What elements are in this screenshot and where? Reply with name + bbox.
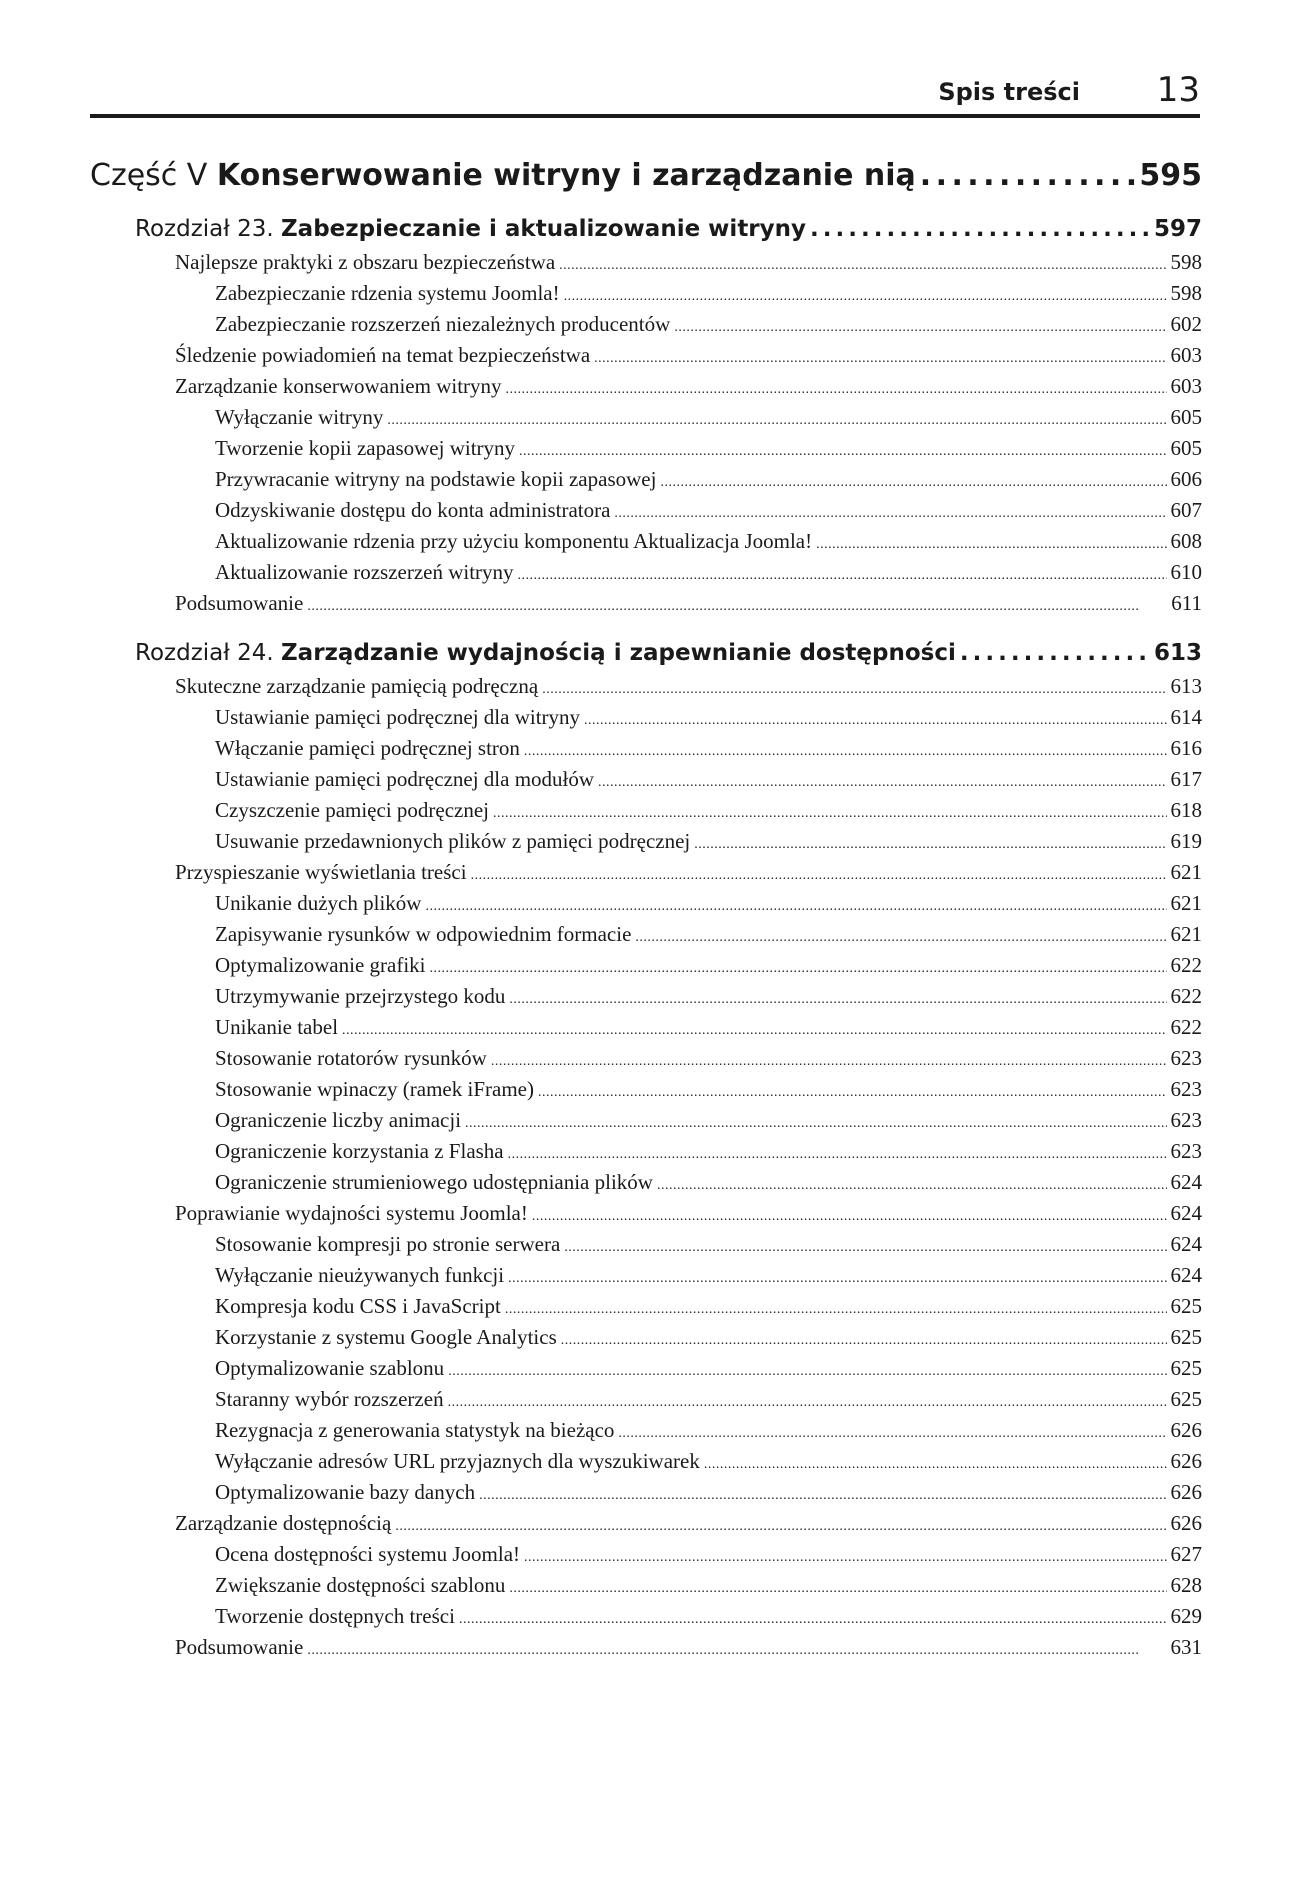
subsection-entry[interactable] (90, 467, 1202, 498)
entry-title: Unikanie dużych plików (215, 891, 422, 915)
dot-leader (660, 467, 1166, 492)
entry-page: 628 (1170, 1573, 1202, 1597)
part-page: 595 (1139, 158, 1202, 193)
subsection-entry[interactable] (90, 1046, 1202, 1077)
entry-title: Usuwanie przedawnionych plików z pamięci podręcznej (215, 829, 691, 853)
entry-title: Unikanie tabel (215, 1015, 339, 1039)
entry-title: Stosowanie kompresji po stronie serwera (215, 1232, 561, 1256)
entry-page: 624 (1170, 1170, 1202, 1194)
entry-title: Tworzenie dostępnych treści (215, 1604, 455, 1628)
subsection-entry[interactable] (90, 953, 1202, 984)
table-of-contents (90, 158, 1202, 1666)
chapter-heading[interactable] (90, 216, 1202, 250)
entry-page: 613 (1170, 674, 1202, 698)
section-entry[interactable] (90, 674, 1202, 705)
subsection-entry[interactable] (90, 498, 1202, 529)
subsection-entry[interactable] (90, 529, 1202, 560)
entry-title: Podsumowanie (175, 591, 304, 615)
entry-title: Zwiększanie dostępności szablonu (215, 1573, 506, 1597)
entry-title: Ograniczenie korzystania z Flasha (215, 1139, 504, 1163)
chapter-title: Zabezpieczanie i aktualizowanie witryny (281, 216, 807, 242)
entry-page: 603 (1170, 343, 1202, 367)
entry-title: Stosowanie rotatorów rysunków (215, 1046, 487, 1070)
entry-page: 626 (1170, 1418, 1202, 1442)
entry-page: 602 (1170, 312, 1202, 336)
subsection-entry[interactable] (90, 436, 1202, 467)
subsection-entry[interactable] (90, 1139, 1202, 1170)
entry-title: Tworzenie kopii zapasowej witryny (215, 436, 516, 460)
subsection-entry[interactable] (90, 560, 1202, 591)
entry-title: Poprawianie wydajności systemu Joomla! (175, 1201, 528, 1225)
dot-leader (448, 1356, 1166, 1381)
dot-leader (816, 529, 1166, 554)
dot-leader (532, 1201, 1167, 1226)
entry-title: Włączanie pamięci podręcznej stron (215, 736, 520, 760)
section-entry[interactable] (90, 343, 1202, 374)
entry-page: 598 (1170, 281, 1202, 305)
entry-title: Optymalizowanie bazy danych (215, 1480, 476, 1504)
chapter-title: Zarządzanie wydajnością i zapewnianie dostępności (281, 640, 956, 666)
entry-page: 625 (1170, 1387, 1202, 1411)
section-entry[interactable] (90, 860, 1202, 891)
entry-title: Kompresja kodu CSS i JavaScript (215, 1294, 501, 1318)
subsection-entry[interactable] (90, 312, 1202, 343)
entry-title: Podsumowanie (175, 1635, 304, 1659)
dot-leader (493, 798, 1166, 823)
dot-leader (518, 560, 1167, 585)
entry-page: 622 (1170, 1015, 1202, 1039)
entry-title: Najlepsze praktyki z obszaru bezpieczeństwa (175, 250, 556, 274)
dot-leader (395, 1511, 1166, 1536)
dot-leader (920, 158, 1136, 193)
entry-title: Stosowanie wpinaczy (ramek iFrame) (215, 1077, 534, 1101)
entry-page: 625 (1170, 1294, 1202, 1318)
section-entry[interactable] (90, 374, 1202, 405)
entry-title: Zabezpieczanie rdzenia systemu Joomla! (215, 281, 560, 305)
entry-page: 631 (1170, 1635, 1202, 1659)
dot-leader (430, 953, 1167, 978)
subsection-entry[interactable] (90, 1387, 1202, 1418)
entry-title: Optymalizowanie szablonu (215, 1356, 445, 1380)
subsection-entry[interactable] (90, 922, 1202, 953)
dot-leader (387, 405, 1166, 430)
entry-page: 624 (1170, 1263, 1202, 1287)
dot-leader (524, 1542, 1166, 1567)
entry-title: Zarządzanie dostępnością (175, 1511, 392, 1535)
entry-title: Ustawianie pamięci podręcznej dla witryny (215, 705, 581, 729)
dot-leader (448, 1387, 1167, 1412)
dot-leader (307, 591, 1167, 616)
entry-page: 629 (1170, 1604, 1202, 1628)
entry-title: Aktualizowanie rozszerzeń witryny (215, 560, 514, 584)
part-title: Konserwowanie witryny i zarządzanie nią (216, 158, 916, 193)
subsection-entry[interactable] (90, 1015, 1202, 1046)
entry-title: Śledzenie powiadomień na temat bezpieczeństwa (175, 343, 591, 367)
subsection-entry[interactable] (90, 984, 1202, 1015)
entry-page: 619 (1170, 829, 1202, 853)
dot-leader (559, 250, 1166, 275)
part-heading[interactable] (90, 158, 1202, 202)
subsection-entry[interactable] (90, 705, 1202, 736)
subsection-entry[interactable] (90, 736, 1202, 767)
entry-page: 625 (1170, 1325, 1202, 1349)
subsection-entry[interactable] (90, 1418, 1202, 1449)
entry-title: Wyłączanie nieużywanych funkcji (215, 1263, 505, 1287)
dot-leader (509, 1573, 1166, 1598)
chapter-heading[interactable] (90, 640, 1202, 674)
entry-page: 614 (1170, 705, 1202, 729)
entry-title: Zarządzanie konserwowaniem witryny (175, 374, 502, 398)
dot-leader (564, 281, 1167, 306)
entry-title: Optymalizowanie grafiki (215, 953, 426, 977)
subsection-entry[interactable] (90, 1294, 1202, 1325)
dot-leader (508, 1139, 1167, 1164)
dot-leader (704, 1449, 1167, 1474)
entry-page: 598 (1170, 250, 1202, 274)
subsection-entry[interactable] (90, 1449, 1202, 1480)
dot-leader (694, 829, 1166, 854)
entry-page: 624 (1170, 1201, 1202, 1225)
entry-page: 627 (1170, 1542, 1202, 1566)
entry-page: 622 (1170, 984, 1202, 1008)
dot-leader (342, 1015, 1166, 1040)
dot-leader (491, 1046, 1167, 1071)
subsection-entry[interactable] (90, 798, 1202, 829)
entry-page: 626 (1170, 1449, 1202, 1473)
entry-page: 623 (1170, 1077, 1202, 1101)
entry-page: 625 (1170, 1356, 1202, 1380)
dot-leader (618, 1418, 1166, 1443)
entry-page: 621 (1170, 860, 1202, 884)
entry-page: 623 (1170, 1108, 1202, 1132)
entry-title: Wyłączanie witryny (215, 405, 384, 429)
dot-leader (524, 736, 1167, 761)
subsection-entry[interactable] (90, 1108, 1202, 1139)
subsection-entry[interactable] (90, 829, 1202, 860)
entry-page: 621 (1170, 891, 1202, 915)
dot-leader (508, 1263, 1166, 1288)
dot-leader (505, 1294, 1167, 1319)
entry-title: Ograniczenie strumieniowego udostępniania plików (215, 1170, 653, 1194)
dot-leader (519, 436, 1166, 461)
section-entry[interactable] (90, 1511, 1202, 1542)
entry-page: 616 (1170, 736, 1202, 760)
dot-leader (657, 1170, 1167, 1195)
dot-leader (614, 498, 1166, 523)
entry-title: Utrzymywanie przejrzystego kodu (215, 984, 506, 1008)
entry-page: 626 (1170, 1480, 1202, 1504)
dot-leader (598, 767, 1166, 792)
dot-leader (810, 216, 1150, 242)
subsection-entry[interactable] (90, 1604, 1202, 1635)
entry-title: Ustawianie pamięci podręcznej dla modułów (215, 767, 595, 791)
entry-page: 623 (1170, 1139, 1202, 1163)
dot-leader (471, 860, 1167, 885)
entry-title: Aktualizowanie rdzenia przy użyciu komponentu Aktualizacja Joomla! (215, 529, 813, 553)
entry-page: 623 (1170, 1046, 1202, 1070)
subsection-entry[interactable] (90, 891, 1202, 922)
chapter-prefix: Rozdział 24. (135, 640, 274, 666)
entry-page: 624 (1170, 1232, 1202, 1256)
dot-leader (561, 1325, 1167, 1350)
entry-page: 626 (1170, 1511, 1202, 1535)
entry-title: Czyszczenie pamięci podręcznej (215, 798, 490, 822)
dot-leader (674, 312, 1166, 337)
entry-page: 607 (1170, 498, 1202, 522)
entry-page: 622 (1170, 953, 1202, 977)
entry-page: 608 (1170, 529, 1202, 553)
header-page-number: 13 (1156, 70, 1200, 110)
entry-title: Zapisywanie rysunków w odpowiednim formacie (215, 922, 632, 946)
entry-page: 605 (1170, 405, 1202, 429)
subsection-entry[interactable] (90, 1232, 1202, 1263)
subsection-entry[interactable] (90, 1170, 1202, 1201)
subsection-entry[interactable] (90, 1356, 1202, 1387)
chapter-page: 613 (1153, 640, 1202, 666)
subsection-entry[interactable] (90, 281, 1202, 312)
entry-page: 606 (1170, 467, 1202, 491)
entry-page: 621 (1170, 922, 1202, 946)
entry-page: 610 (1170, 560, 1202, 584)
entry-page: 605 (1170, 436, 1202, 460)
dot-leader (542, 674, 1166, 699)
subsection-entry[interactable] (90, 1263, 1202, 1294)
entry-page: 618 (1170, 798, 1202, 822)
part-prefix: Część V (90, 158, 208, 193)
subsection-entry[interactable] (90, 1542, 1202, 1573)
entry-title: Skuteczne zarządzanie pamięcią podręczną (175, 674, 539, 698)
header-title: Spis treści (938, 78, 1080, 106)
running-header (90, 70, 1200, 118)
dot-leader (459, 1604, 1167, 1629)
dot-leader (465, 1108, 1166, 1133)
dot-leader (425, 891, 1166, 916)
section-entry[interactable] (90, 591, 1202, 622)
dot-leader (307, 1635, 1166, 1660)
dot-leader (479, 1480, 1166, 1505)
entry-title: Odzyskiwanie dostępu do konta administratora (215, 498, 611, 522)
entry-title: Przywracanie witryny na podstawie kopii zapasowej (215, 467, 657, 491)
entry-title: Wyłączanie adresów URL przyjaznych dla wyszukiwarek (215, 1449, 700, 1473)
entry-title: Zabezpieczanie rozszerzeń niezależnych producentów (215, 312, 671, 336)
chapter-prefix: Rozdział 23. (135, 216, 274, 242)
entry-title: Rezygnacja z generowania statystyk na bieżąco (215, 1418, 615, 1442)
subsection-entry[interactable] (90, 1480, 1202, 1511)
entry-title: Ocena dostępności systemu Joomla! (215, 1542, 521, 1566)
dot-leader (635, 922, 1166, 947)
entry-title: Ograniczenie liczby animacji (215, 1108, 462, 1132)
subsection-entry[interactable] (90, 1573, 1202, 1604)
subsection-entry[interactable] (90, 767, 1202, 798)
entry-page: 617 (1170, 767, 1202, 791)
subsection-entry[interactable] (90, 405, 1202, 436)
entry-title: Staranny wybór rozszerzeń (215, 1387, 444, 1411)
entry-page: 611 (1171, 591, 1202, 615)
subsection-entry[interactable] (90, 1325, 1202, 1356)
dot-leader (538, 1077, 1167, 1102)
entry-title: Przyspieszanie wyświetlania treści (175, 860, 467, 884)
dot-leader (594, 343, 1166, 368)
chapter-list (90, 216, 1202, 1666)
subsection-entry[interactable] (90, 1077, 1202, 1108)
dot-leader (506, 374, 1167, 399)
entry-page: 603 (1170, 374, 1202, 398)
dot-leader (509, 984, 1166, 1009)
dot-leader (564, 1232, 1166, 1257)
entry-title: Korzystanie z systemu Google Analytics (215, 1325, 557, 1349)
chapter-page: 597 (1153, 216, 1202, 242)
dot-leader (960, 640, 1150, 666)
section-entry[interactable] (90, 1201, 1202, 1232)
section-entry[interactable] (90, 250, 1202, 281)
dot-leader (584, 705, 1166, 730)
section-entry[interactable] (90, 1635, 1202, 1666)
